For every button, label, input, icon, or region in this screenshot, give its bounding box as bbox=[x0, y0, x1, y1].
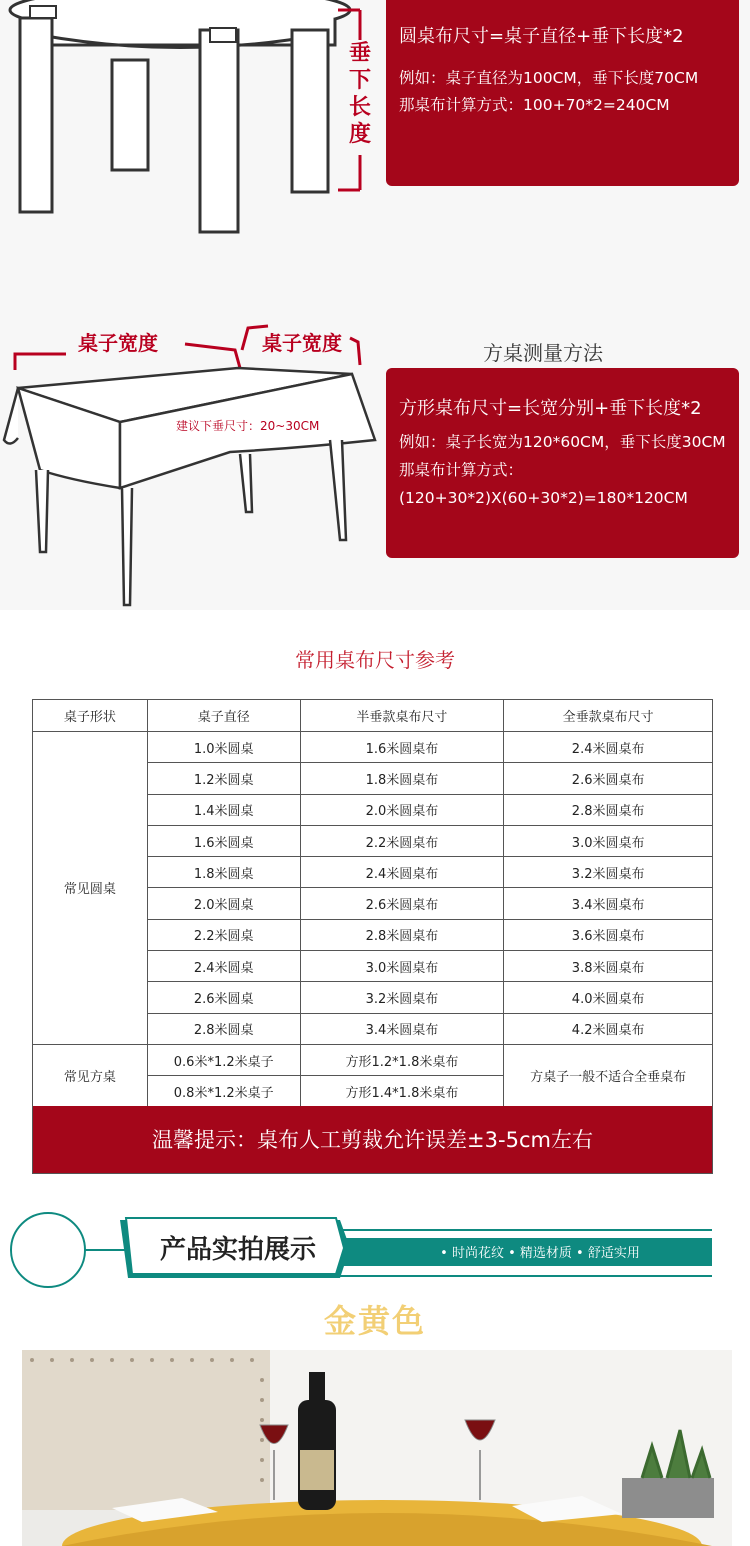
round-example-line: 例如：桌子直径为100CM，垂下长度70CM bbox=[399, 69, 699, 87]
table-cell: 2.8米圆桌布 bbox=[300, 919, 504, 950]
round-formula-title: 圆桌布尺寸=桌子直径+垂下长度*2 bbox=[399, 26, 684, 47]
table-cell: 1.4米圆桌 bbox=[147, 794, 300, 825]
square-method-heading: 方桌测量方法 bbox=[483, 341, 603, 365]
table-cell: 1.6米圆桌 bbox=[147, 825, 300, 856]
square-group-label: 常见方桌 bbox=[33, 1044, 148, 1107]
table-cell: 2.2米圆桌 bbox=[147, 919, 300, 950]
table-cell: 3.2米圆桌布 bbox=[300, 982, 504, 1013]
table-cell: 4.2米圆桌布 bbox=[504, 1013, 713, 1044]
table-cell: 方形1.2*1.8米桌布 bbox=[300, 1044, 504, 1075]
table-cell: 1.8米圆桌 bbox=[147, 857, 300, 888]
table-cell: 3.4米圆桌布 bbox=[504, 888, 713, 919]
drop-label-char: 垂 bbox=[348, 41, 371, 66]
table-cell: 2.6米圆桌布 bbox=[300, 888, 504, 919]
size-reference-table bbox=[32, 699, 713, 1108]
table-cell: 1.6米圆桌布 bbox=[300, 732, 504, 763]
product-photo bbox=[22, 1350, 732, 1546]
header-diameter: 桌子直径 bbox=[147, 700, 300, 732]
width-label-left: 桌子宽度 bbox=[78, 331, 158, 355]
table-cell: 1.0米圆桌 bbox=[147, 732, 300, 763]
round-group-label: 常见圆桌 bbox=[33, 732, 148, 1045]
table-cell: 2.6米圆桌 bbox=[147, 982, 300, 1013]
table-cell: 3.2米圆桌布 bbox=[504, 857, 713, 888]
square-table-illustration bbox=[0, 320, 380, 610]
square-full-drop-note: 方桌子一般不适合全垂桌布 bbox=[504, 1044, 713, 1107]
table-cell: 2.4米圆桌 bbox=[147, 951, 300, 982]
showcase-tagline: • 时尚花纹 • 精选材质 • 舒适实用 bbox=[440, 1246, 640, 1261]
showcase-banner bbox=[0, 1210, 750, 1290]
size-reference-title: 常用桌布尺寸参考 bbox=[295, 648, 455, 672]
table-cell: 2.6米圆桌布 bbox=[504, 763, 713, 794]
table-cell: 1.2米圆桌 bbox=[147, 763, 300, 794]
table-header-row bbox=[33, 700, 713, 732]
drop-label-char: 下 bbox=[348, 68, 371, 93]
drop-hint-text: 建议下垂尺寸：20~30CM bbox=[176, 419, 320, 433]
showcase-title: 产品实拍展示 bbox=[159, 1235, 317, 1265]
table-cell: 4.0米圆桌布 bbox=[504, 982, 713, 1013]
table-row bbox=[33, 1044, 713, 1075]
cutting-tolerance-tip: 温馨提示：桌布人工剪裁允许误差±3-5cm左右 bbox=[32, 1106, 713, 1174]
drop-length-label bbox=[345, 40, 375, 148]
square-formula-card bbox=[386, 368, 739, 558]
table-cell: 1.8米圆桌布 bbox=[300, 763, 504, 794]
table-cell: 2.8米圆桌布 bbox=[504, 794, 713, 825]
width-label-right: 桌子宽度 bbox=[262, 331, 342, 355]
table-cell: 0.6米*1.2米桌子 bbox=[147, 1044, 300, 1075]
table-cell: 3.6米圆桌布 bbox=[504, 919, 713, 950]
drop-label-char: 长 bbox=[348, 95, 371, 120]
table-cell: 0.8米*1.2米桌子 bbox=[147, 1076, 300, 1107]
round-table-illustration bbox=[0, 0, 380, 245]
table-cell: 2.4米圆桌布 bbox=[300, 857, 504, 888]
table-row bbox=[33, 732, 713, 763]
round-calc-line: 那桌布计算方式：100+70*2=240CM bbox=[399, 96, 670, 114]
table-cell: 3.8米圆桌布 bbox=[504, 951, 713, 982]
drop-label-char: 度 bbox=[348, 122, 371, 147]
table-cell: 2.2米圆桌布 bbox=[300, 825, 504, 856]
table-cell: 3.0米圆桌布 bbox=[504, 825, 713, 856]
table-cell: 2.0米圆桌 bbox=[147, 888, 300, 919]
table-cell: 方形1.4*1.8米桌布 bbox=[300, 1076, 504, 1107]
header-half-drop: 半垂款桌布尺寸 bbox=[300, 700, 504, 732]
table-cell: 2.0米圆桌布 bbox=[300, 794, 504, 825]
table-cell: 3.4米圆桌布 bbox=[300, 1013, 504, 1044]
square-example-text: 例如：桌子长宽为120*60CM，垂下长度30CM 那桌布计算方式：(120+30*2)X(60+30*2)=180*120CM bbox=[399, 433, 726, 507]
table-cell: 2.8米圆桌 bbox=[147, 1013, 300, 1044]
square-formula-title: 方形桌布尺寸=长宽分别+垂下长度*2 bbox=[399, 398, 702, 419]
color-name-title: 金黄色 bbox=[323, 1302, 426, 1340]
header-shape: 桌子形状 bbox=[33, 700, 148, 732]
round-formula-card bbox=[386, 0, 739, 186]
table-cell: 3.0米圆桌布 bbox=[300, 951, 504, 982]
table-cell: 2.4米圆桌布 bbox=[504, 732, 713, 763]
header-full-drop: 全垂款桌布尺寸 bbox=[504, 700, 713, 732]
